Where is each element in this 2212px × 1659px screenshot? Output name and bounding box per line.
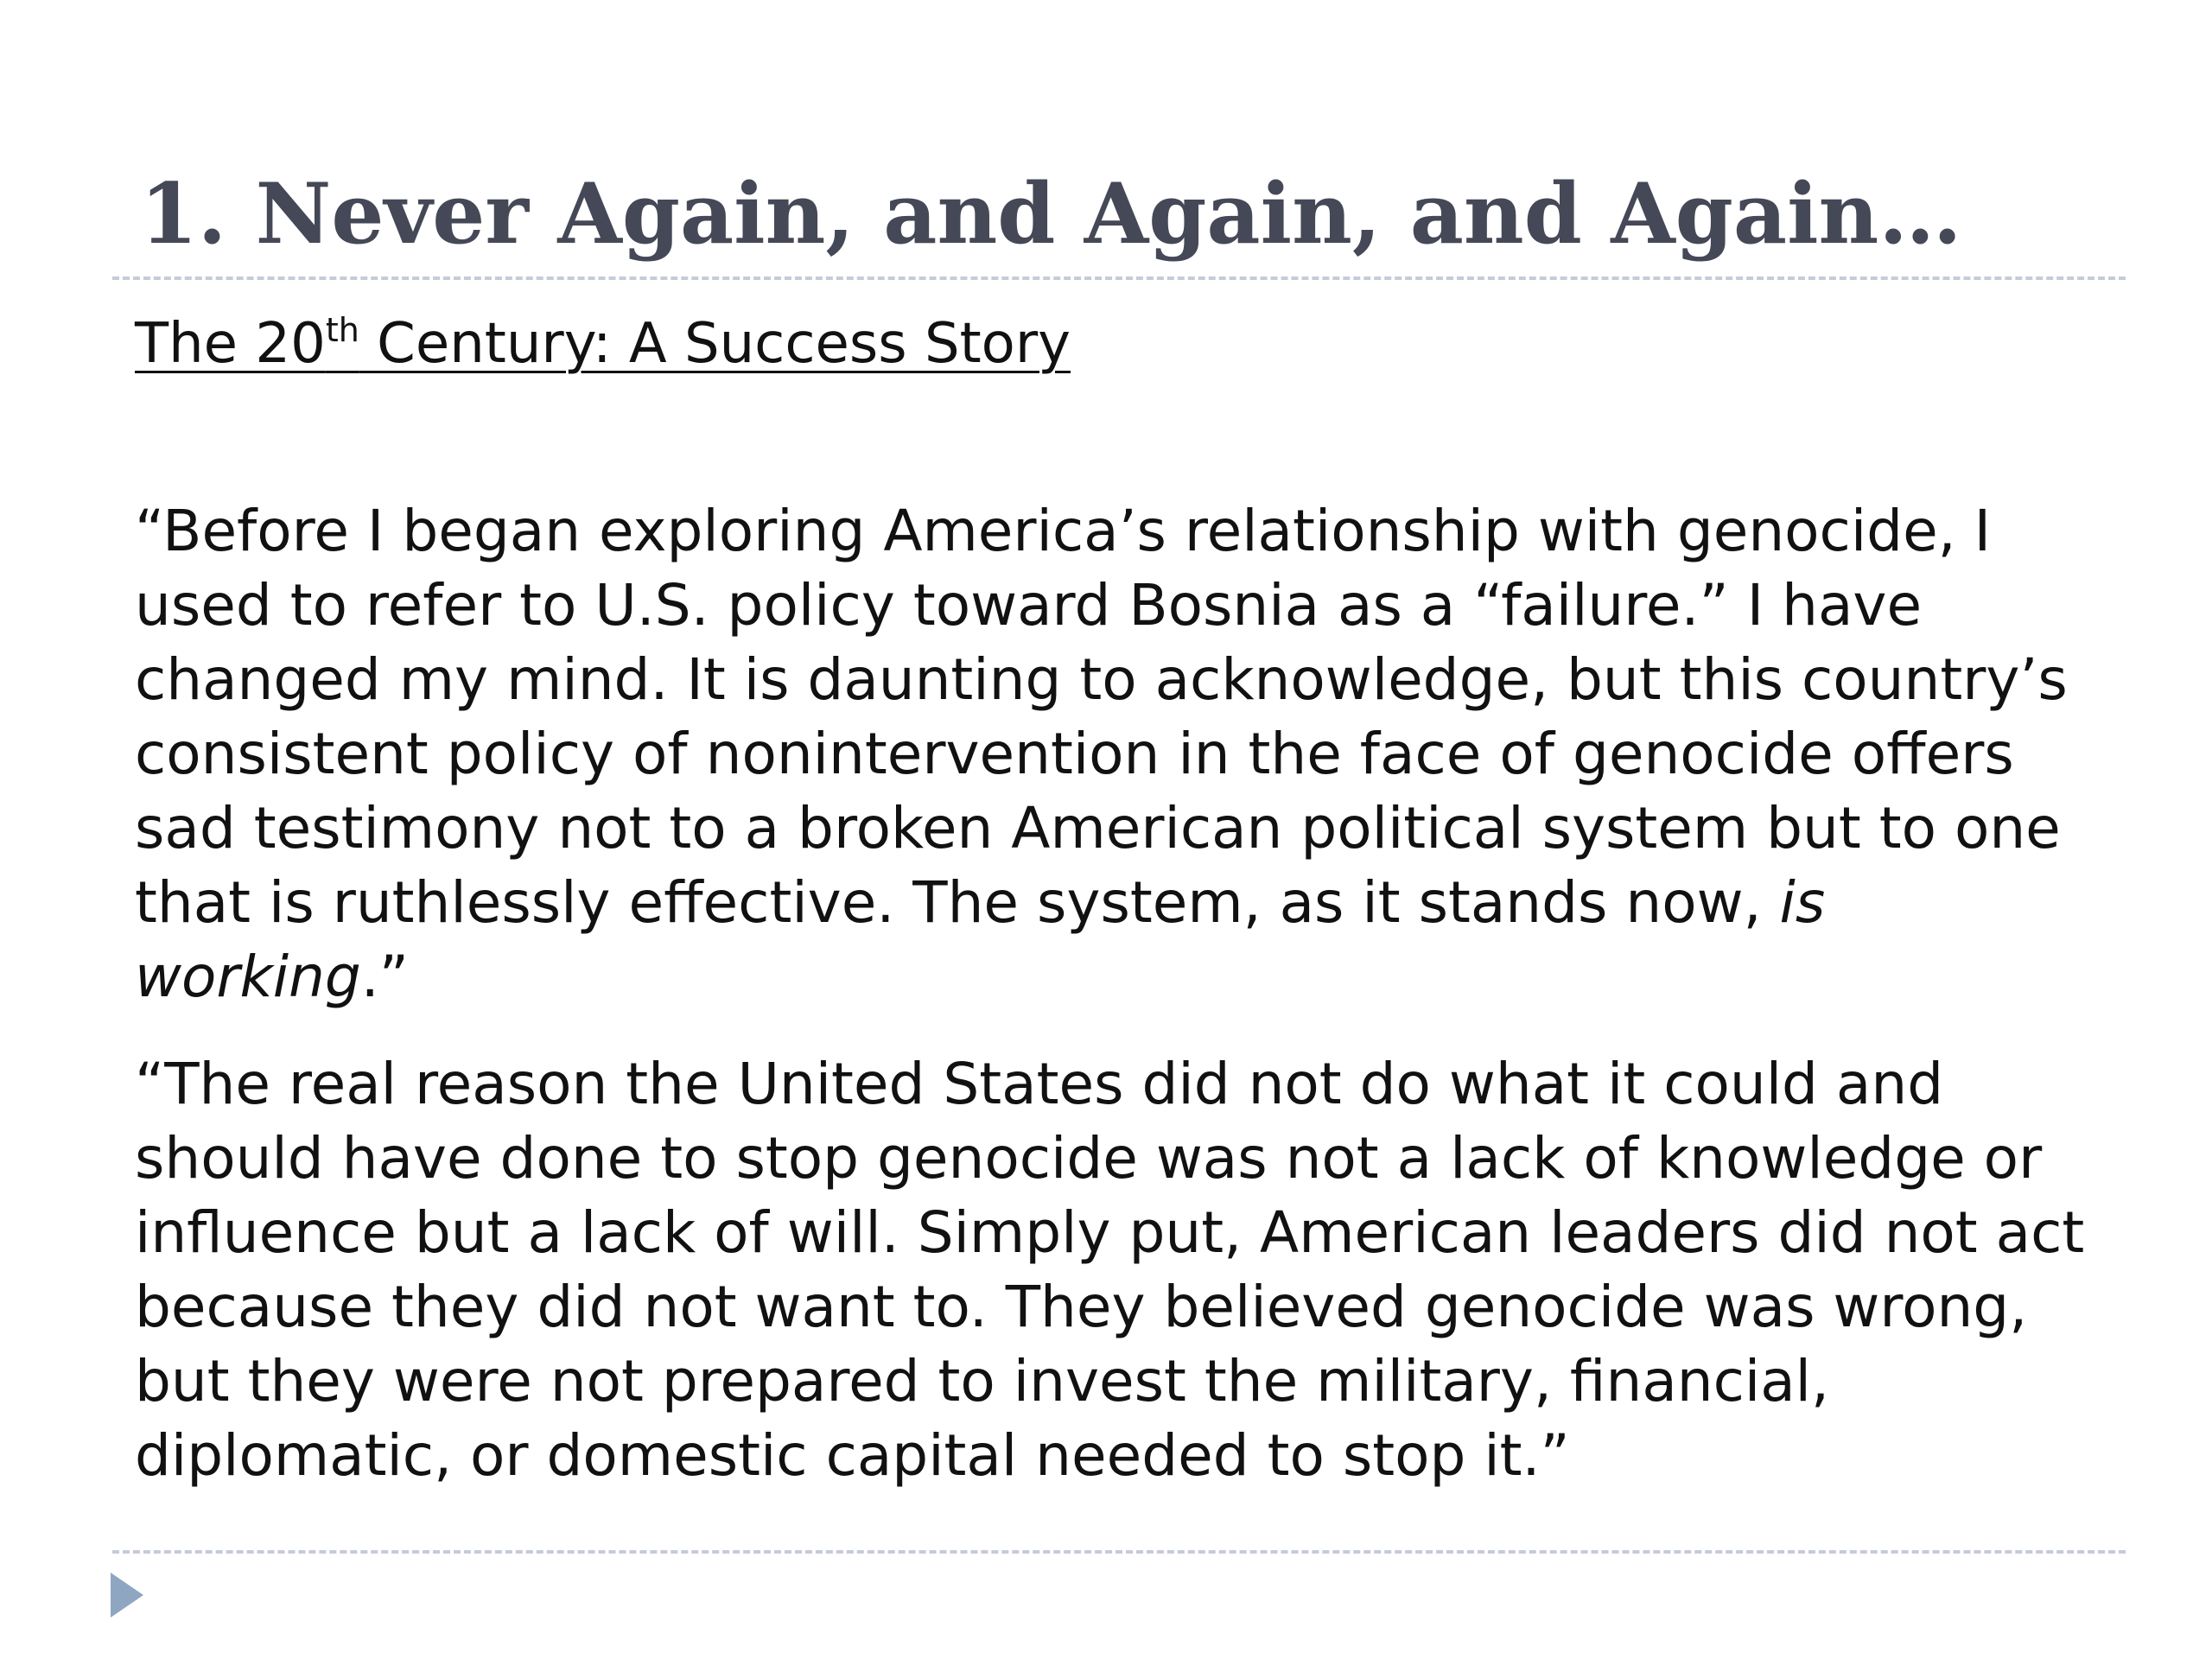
subtitle-suffix: Century: A Success Story bbox=[359, 312, 1071, 376]
bottom-divider bbox=[112, 1550, 2126, 1554]
quote-1-text: “Before I began exploring America’s relationship with genocide, I used to refer to U.S. policy toward Bosnia as a “failure.” I have changed my mind. It is daunting to acknowledge, but this country’s consistent policy of nonintervention in the face of genocide offers sad testimony not to a broken American political system but to one that is ruthlessly effective. The system, as it stands now, bbox=[135, 498, 2068, 936]
top-divider bbox=[112, 276, 2126, 280]
play-triangle-icon bbox=[111, 1573, 143, 1618]
subtitle-superscript: th bbox=[325, 311, 359, 349]
quote-1 bbox=[135, 494, 2088, 1014]
slide-subtitle bbox=[135, 308, 1071, 380]
quote-1-closing: .” bbox=[360, 944, 409, 1010]
subtitle-prefix: The 20 bbox=[135, 312, 326, 376]
slide-title: 1. Never Again, and Again, and Again… bbox=[140, 165, 1962, 263]
quote-2: “The real reason the United States did not do what it could and should have done to stop genocide was not a lack of knowledge or influence but a lack of will. Simply put, American leaders did not act because they did not want to. They believed genocide was wrong, but they were not prepared to invest the military, financial, diplomatic, or domestic capital needed to stop it.” bbox=[135, 1051, 2085, 1489]
quote-1-emphasis: is working bbox=[135, 869, 1826, 1010]
